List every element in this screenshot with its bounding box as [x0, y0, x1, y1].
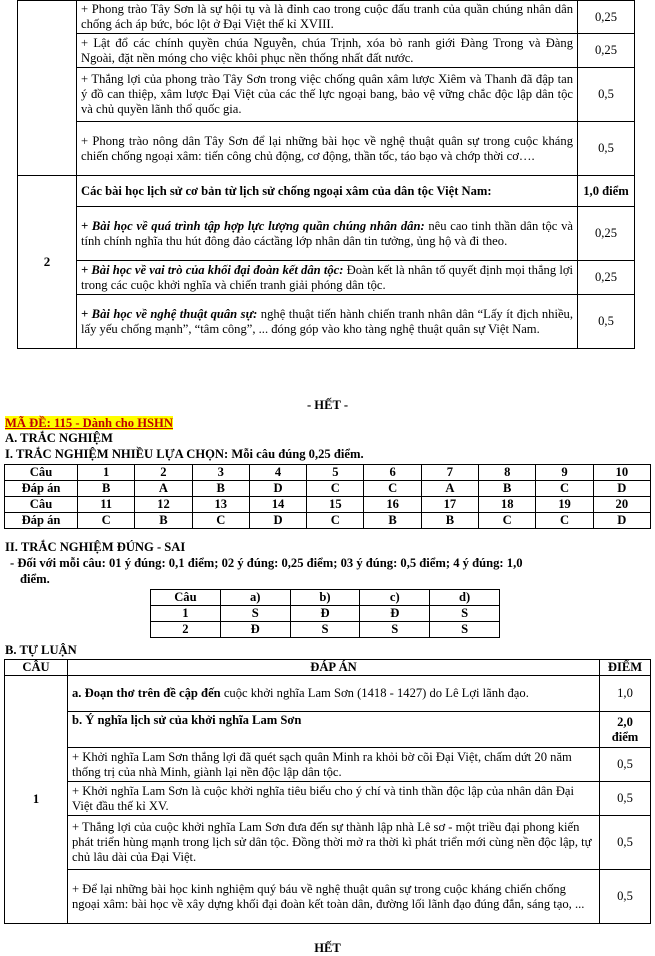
answer-text: + Thắng lợi của cuộc khởi nghĩa Lam Sơn đưa đến sự thành lập nhà Lê sơ - một triều đại phong kiến phát triển hùng mạnh trong lịch sử dân tộc. Đồng thời mở ra thời kì phát triển mới cùng nền độc lập, tự chủ lâu dài của Đại Việt.: [68, 816, 600, 870]
answer-cell: D: [593, 481, 650, 497]
col-header-score: ĐIỂM: [600, 660, 651, 676]
answer-cell: 9: [536, 465, 593, 481]
score-cell: 0,5: [578, 122, 635, 176]
answer-body: cuộc khởi nghĩa Lam Sơn (1418 - 1427) do Lê Lợi lãnh đạo.: [220, 686, 529, 701]
answer-cell: C: [78, 513, 135, 529]
tf-header-cell: d): [430, 590, 500, 606]
tf-header-cell: c): [360, 590, 430, 606]
answer-cell: 16: [364, 497, 421, 513]
answer-cell: C: [364, 481, 421, 497]
question-number: 1: [5, 676, 68, 924]
exam-code-note: - Dành cho HSHN: [72, 416, 173, 430]
answer-cell: 4: [249, 465, 306, 481]
answer-body: nghệ thuật tiến hành chiến tranh nhân dân “Lấy ít địch nhiều, lấy yếu chống mạnh”, “tâm công”, ... đóng góp vào kho tàng nghệ thuật quân sự Việt Nam.: [81, 306, 573, 336]
answer-row-answers: [5, 513, 651, 529]
answer-cell: C: [536, 481, 593, 497]
answer-cell: 13: [192, 497, 249, 513]
answer-cell: C: [479, 513, 536, 529]
tf-cell: S: [220, 606, 290, 622]
answer-text: [68, 676, 600, 712]
heading-score: 2,0 điểm: [600, 712, 651, 748]
answer-cell: 11: [78, 497, 135, 513]
answer-cell: D: [593, 513, 650, 529]
answer-cell: 7: [421, 465, 478, 481]
answer-cell: B: [364, 513, 421, 529]
answer-cell: D: [249, 513, 306, 529]
question-number: 2: [18, 176, 77, 349]
answer-cell: 3: [192, 465, 249, 481]
answer-text: [77, 295, 578, 349]
answer-text: + Phong trào Tây Sơn là sự hội tụ và là đỉnh cao trong cuộc đấu tranh của quần chúng nhân dân chống ách áp bức, bóc lột ở Đại Việt thế kỉ XVIII.: [77, 1, 578, 34]
answer-cell: 5: [307, 465, 364, 481]
col-header-answer: ĐÁP ÁN: [68, 660, 600, 676]
true-false-table: [150, 589, 500, 638]
answer-text: + Phong trào nông dân Tây Sơn để lại những bài học về nghệ thuật quân sự trong cuộc kháng chiến chống ngoại xâm: tiến công chủ động, cơ động, thần tốc, táo bạo và chớp thời cơ….: [77, 122, 578, 176]
row-label: Đáp án: [5, 481, 78, 497]
tf-cell: Đ: [220, 622, 290, 638]
tf-cell: S: [430, 622, 500, 638]
section-b-title: B. TỰ LUẬN: [5, 643, 77, 657]
essay-answer-table: [4, 659, 651, 924]
scoring-rule: - Đối với mỗi câu: 01 ý đúng: 0,1 điểm; 02 ý đúng: 0,25 điểm; 03 ý đúng: 0,5 điểm; 4 ý đúng: 1,0: [10, 556, 523, 570]
answer-cell: C: [536, 513, 593, 529]
answer-lead: + Bài học về nghệ thuật quân sự:: [81, 306, 258, 321]
score-cell: 0,25: [578, 261, 635, 295]
score-cell: 0,25: [578, 34, 635, 68]
tf-row: [151, 622, 500, 638]
answer-key-top-table: [17, 0, 635, 349]
answer-text: [77, 207, 578, 261]
tf-header-row: [151, 590, 500, 606]
tf-header-cell: a): [220, 590, 290, 606]
score-cell: 0,5: [578, 68, 635, 122]
answer-cell: 14: [249, 497, 306, 513]
answer-cell: C: [307, 513, 364, 529]
answer-cell: 10: [593, 465, 650, 481]
tf-cell: S: [430, 606, 500, 622]
end-marker: - HẾT -: [306, 398, 349, 412]
score-cell: 0,25: [578, 1, 635, 34]
score-cell: 0,5: [600, 782, 651, 816]
answer-text: + Lật đổ các chính quyền chúa Nguyễn, chúa Trịnh, xóa bỏ ranh giới Đàng Trong và Đàng Ngoài, đặt nền móng cho việc khôi phục nền thống nhất đất nước.: [77, 34, 578, 68]
answer-row-questions: [5, 497, 651, 513]
col-header-question: CÂU: [5, 660, 68, 676]
answer-cell: B: [78, 481, 135, 497]
answer-cell: 18: [479, 497, 536, 513]
answer-cell: A: [421, 481, 478, 497]
tf-row: [151, 606, 500, 622]
answer-cell: 12: [135, 497, 192, 513]
row-label: Câu: [5, 465, 78, 481]
answer-cell: B: [479, 481, 536, 497]
answer-cell: 1: [78, 465, 135, 481]
question-cell-blank: [18, 1, 77, 176]
row-label: Câu: [5, 497, 78, 513]
tf-cell: Đ: [360, 606, 430, 622]
tf-cell: S: [290, 622, 360, 638]
section-a-title: A. TRẮC NGHIỆM: [5, 431, 113, 445]
tf-header-cell: Câu: [151, 590, 221, 606]
exam-code: MÃ ĐỀ: 115: [5, 416, 73, 430]
answer-cell: 15: [307, 497, 364, 513]
answer-cell: 2: [135, 465, 192, 481]
answer-lead: + Bài học về vai trò của khối đại đoàn kết dân tộc:: [81, 262, 344, 277]
answer-lead: + Bài học về quá trình tập hợp lực lượng quần chúng nhân dân:: [81, 218, 425, 233]
answer-text: + Khởi nghĩa Lam Sơn thắng lợi đã quét sạch quân Minh ra khỏi bờ cõi Đại Việt, chấm dứt 20 năm thống trị của nhà Minh, giành lại nền độc lập dân tộc.: [68, 748, 600, 782]
answer-cell: 6: [364, 465, 421, 481]
score-cell: 0,25: [578, 207, 635, 261]
tf-header-cell: b): [290, 590, 360, 606]
answer-cell: B: [135, 513, 192, 529]
answer-text: + Để lại những bài học kinh nghiệm quý báu về nghệ thuật quân sự trong cuộc kháng chiến chống ngoại xâm: bài học về xây dựng khối đại đoàn kết toàn dân, đường lối lãnh đạo đúng đắn, sáng tạo, ...: [68, 870, 600, 924]
answer-cell: D: [249, 481, 306, 497]
answer-lead: a. Đoạn thơ trên đề cập đến: [72, 686, 221, 701]
row-label: Đáp án: [5, 513, 78, 529]
heading-score: 1,0 điểm: [578, 176, 635, 207]
score-cell: 0,5: [600, 748, 651, 782]
tf-cell: 1: [151, 606, 221, 622]
exam-code-line: [5, 416, 173, 431]
answer-cell: B: [421, 513, 478, 529]
tf-cell: Đ: [290, 606, 360, 622]
answer-cell: 17: [421, 497, 478, 513]
score-cell: 0,5: [600, 816, 651, 870]
answer-body: nêu cao tinh thần dân tộc và tính chính nghĩa thu hút đông đảo cáctầng lớp nhân dân tin tưởng, ủng hộ và đi theo.: [81, 218, 573, 248]
score-cell: 0,5: [600, 870, 651, 924]
tf-cell: 2: [151, 622, 221, 638]
answer-text: + Thắng lợi của phong trào Tây Sơn trong việc chống quân xâm lược Xiêm và Thanh đã đập tan ý đồ can thiệp, xâm lược Đại Việt của các thế lực ngoại bang, bảo vệ vững chắc độc lập dân tộc và chủ quyền lãnh thổ quốc gia.: [77, 68, 578, 122]
score-cell: 1,0: [600, 676, 651, 712]
part1-title: I. TRẮC NGHIỆM NHIỀU LỰA CHỌN: Mỗi câu đúng 0,25 điểm.: [5, 447, 364, 461]
score-cell: 0,5: [578, 295, 635, 349]
answer-text: + Khởi nghĩa Lam Sơn là cuộc khởi nghĩa tiêu biểu cho ý chí và tinh thần độc lập của nhân dân Đại Việt đầu thế kỉ XV.: [68, 782, 600, 816]
answer-cell: C: [192, 513, 249, 529]
answer-row-questions: [5, 465, 651, 481]
end-marker: HẾT: [314, 941, 341, 955]
answer-text: [77, 261, 578, 295]
tf-cell: S: [360, 622, 430, 638]
answer-cell: B: [192, 481, 249, 497]
answer-cell: 19: [536, 497, 593, 513]
multiple-choice-answer-table: [4, 464, 651, 529]
answer-row-answers: [5, 481, 651, 497]
answer-cell: 20: [593, 497, 650, 513]
answer-cell: 8: [479, 465, 536, 481]
part2-title: II. TRẮC NGHIỆM ĐÚNG - SAI: [5, 540, 186, 554]
question-heading: b. Ý nghĩa lịch sử của khởi nghĩa Lam Sơn: [68, 712, 600, 748]
scoring-rule-continued: điểm.: [20, 572, 50, 586]
answer-body: Đoàn kết là nhân tố quyết định mọi thắng lợi trong các cuộc khởi nghĩa và chiến tranh giải phóng dân tộc.: [81, 262, 573, 292]
answer-cell: C: [307, 481, 364, 497]
answer-cell: A: [135, 481, 192, 497]
question-heading: Các bài học lịch sử cơ bản từ lịch sử chống ngoại xâm của dân tộc Việt Nam:: [77, 176, 578, 207]
